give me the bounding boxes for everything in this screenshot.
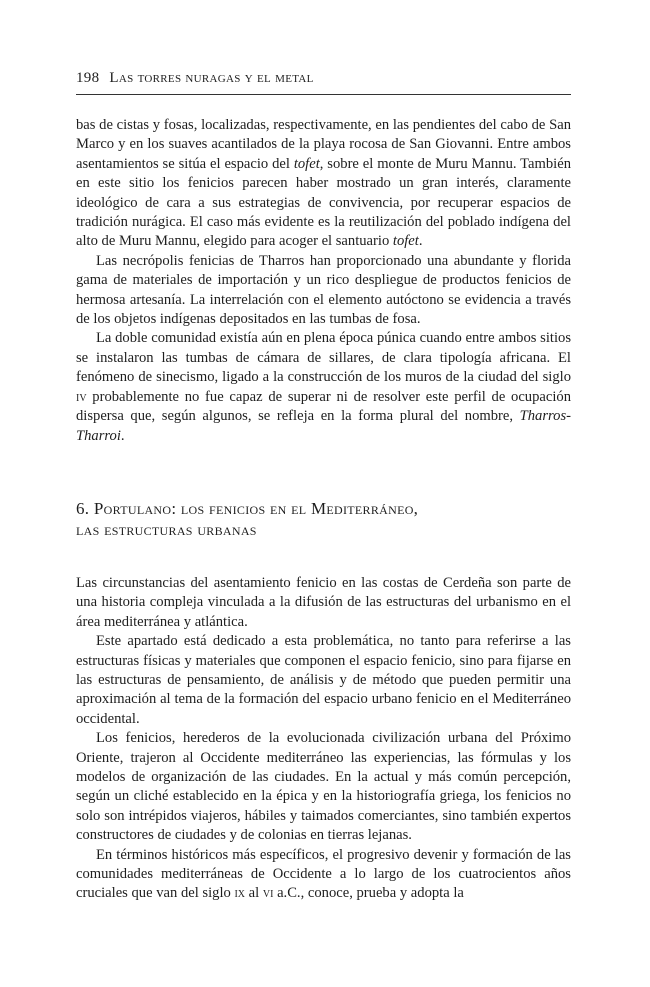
term-tofet: tofet: [293, 155, 320, 172]
century-numeral-ix: ix: [234, 885, 246, 902]
section-title-line1: Portulano: los fenicios en el Mediterráneo,: [93, 498, 419, 518]
running-header: [76, 70, 571, 95]
body-text: [76, 116, 571, 904]
paragraph-1: bas de cistas y fosas, localizadas, respectivamente, en las pendientes del cabo de San Marco y en los suaves acantilados de la playa rocosa de San Giovanni. Entre ambos asentamientos se sitúa el espacio del tofet, sobre el monte de Muru Mannu. También en este sitio los fenicios parecen haber mostrado un gran interés, claramente ideológico de cara a sus estrategias de convivencia, por recuperar espacios de tradición nurágica. El caso más evidente es la reutilización del poblado indígena del alto de Muru Mannu, elegido para acoger el santuario tofet.: [76, 117, 571, 250]
paragraph-3: La doble comunidad existía aún en plena época púnica cuando entre ambos sitios se instalaron las tumbas de cámara de sillares, de clara tipología africana. El fenómeno de sinecismo, ligado a la construcción de los muros de la ciudad del siglo iv probablemente no fue capaz de superar ni de resolver este perfil de ocupación dispersa que, según algunos, se refleja en la forma plural del nombre, Tharros-Tharroi.: [76, 330, 571, 444]
paragraph-4: Las circunstancias del asentamiento fenicio en las costas de Cerdeña son parte de una historia compleja vinculada a la difusión de las estructuras del urbanismo en el área mediterránea y atlántica.: [76, 574, 571, 630]
running-title: Las torres nuragas y el metal: [109, 70, 314, 86]
section-heading: [76, 498, 571, 540]
paragraph-2: Las necrópolis fenicias de Tharros han proporcionado una abundante y florida gama de materiales de importación y un rico despliegue de productos fenicios de hermosa artesanía. La interrelación con el elemento autóctono se evidencia a través de los objetos indígenas depositados en las tumbas de fosa.: [76, 252, 571, 328]
paragraph-7: En términos históricos más específicos, el progresivo devenir y formación de las comunidades mediterráneas de Occidente a lo largo de los cuatrocientos años cruciales que van del siglo ix al vi a.C., conoce, prueba y adopta la: [76, 846, 571, 902]
place-name-tharros: Tharros-Tharroi: [76, 408, 571, 444]
page-number: 198: [76, 70, 100, 86]
section-title-line2: las estructuras urbanas: [76, 519, 257, 539]
century-numeral: iv: [76, 388, 87, 405]
term-tofet-2: tofet: [392, 233, 419, 250]
century-numeral-vi: vi: [262, 885, 274, 902]
section-number: 6.: [76, 498, 90, 518]
paragraph-6: Los fenicios, herederos de la evolucionada civilización urbana del Próximo Oriente, trajeron al Occidente mediterráneo las experiencias, las fórmulas y los modelos de organización de las ciudades. En la actual y más común percepción, según un cliché establecido en la épica y en la historiografía griega, los fenicios no solo son intrépidos viajeros, hábiles y taimados comerciantes, sino también expertos constructores de ciudades y de colonias en tierras lejanas.: [76, 730, 571, 844]
paragraph-5: Este apartado está dedicado a esta problemática, no tanto para referirse a las estructuras físicas y materiales que componen el espacio fenicio, sino para fijarse en las estructuras de pensamiento, de análisis y de método que pueden permitir una aproximación al tema de la formación del espacio urbano fenicio en el Mediterráneo occidental.: [76, 633, 571, 727]
